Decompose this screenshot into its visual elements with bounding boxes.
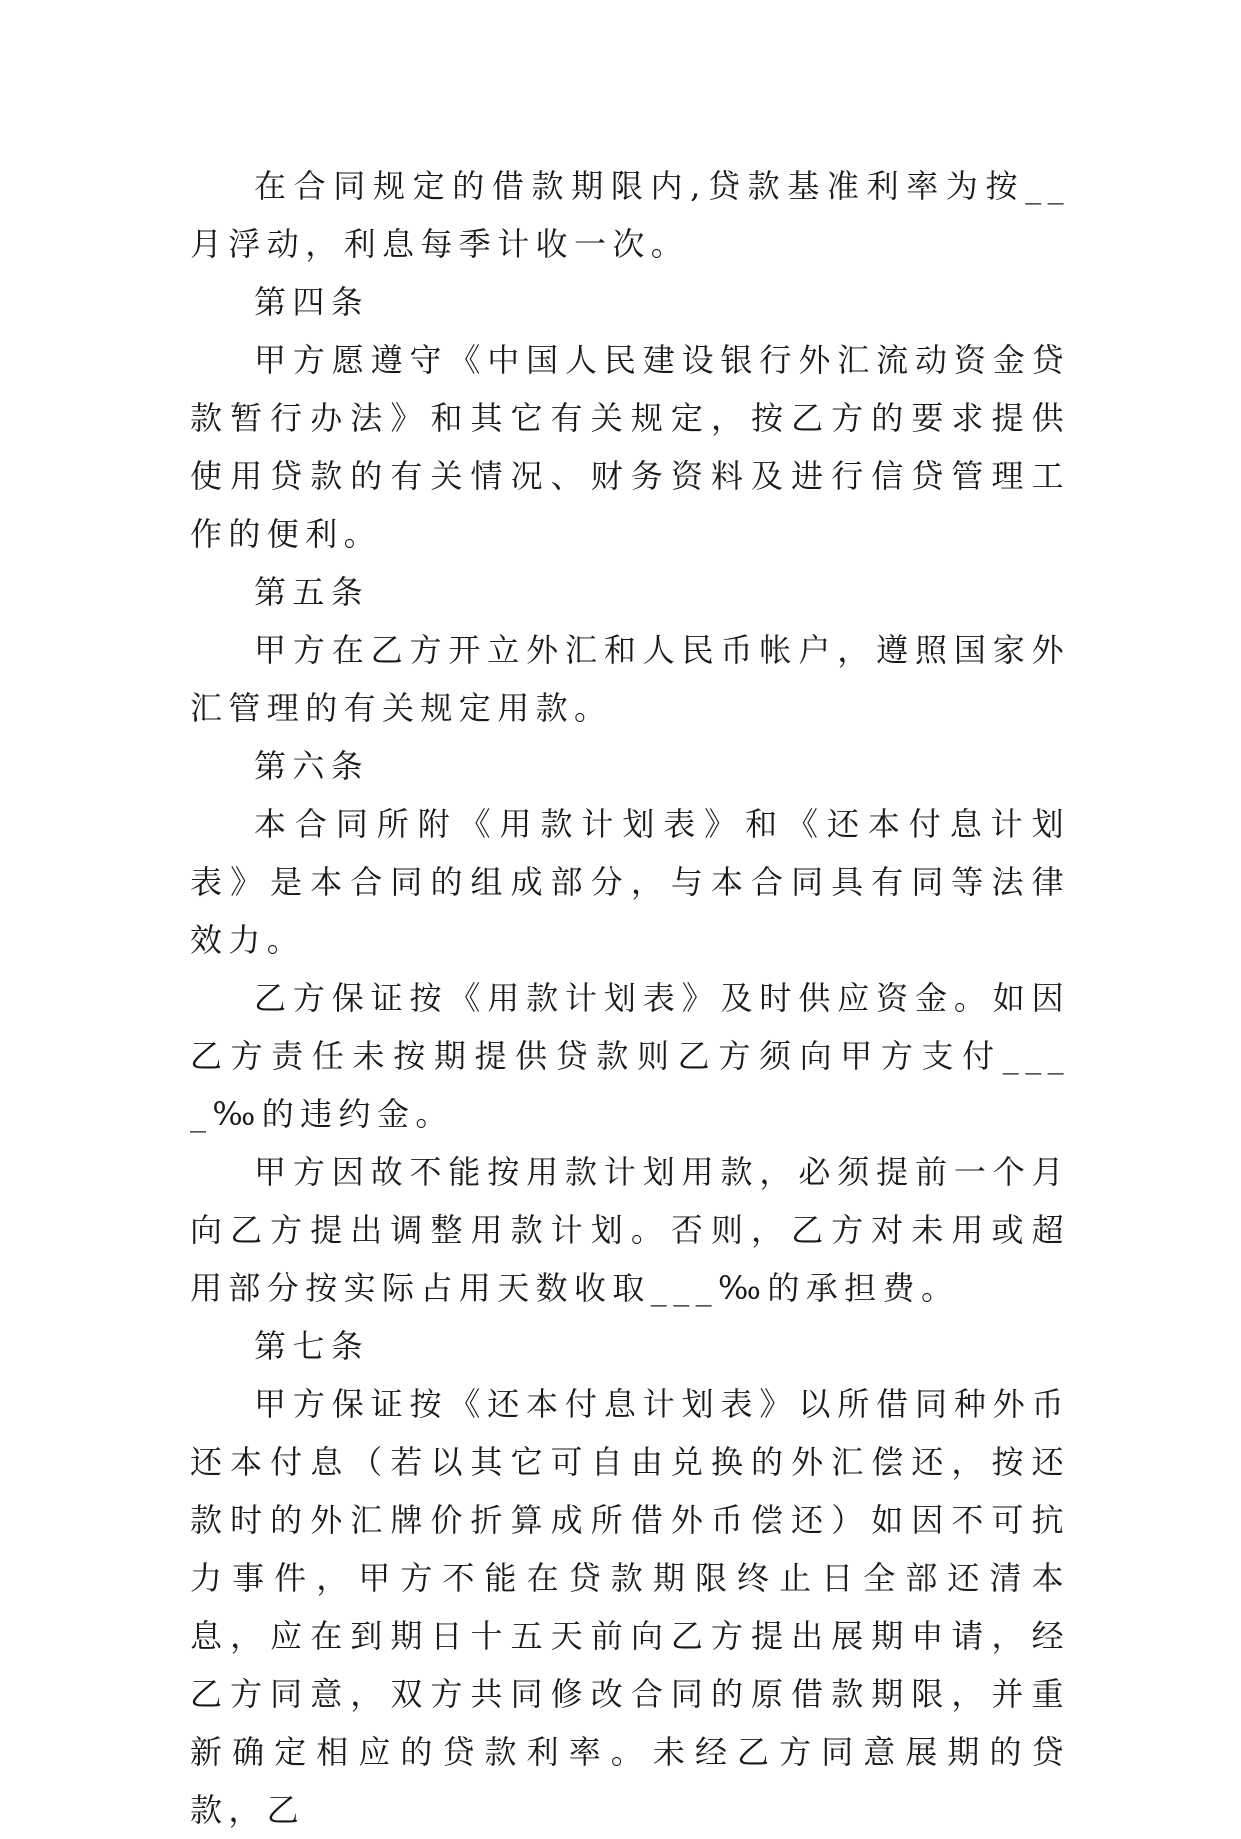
- article-6-paragraph-2: 乙方保证按《用款计划表》及时供应资金。如因乙方责任未按期提供贷款则乙方须向甲方支付____‰的违约金。: [190, 979, 1070, 1133]
- article-6-heading: 第六条: [254, 747, 370, 785]
- article-6-paragraph-3: 甲方因故不能按用款计划用款，必须提前一个月向乙方提出调整用款计划。否则，乙方对未用或超用部分按实际占用天数收取___‰的承担费。: [190, 1153, 1070, 1307]
- article-7-heading: 第七条: [254, 1327, 370, 1365]
- article-5-heading: 第五条: [254, 573, 370, 611]
- article-5-paragraph: 甲方在乙方开立外汇和人民币帐户，遵照国家外汇管理的有关规定用款。: [190, 631, 1070, 727]
- article-4-heading: 第四条: [254, 283, 370, 321]
- document-body: [190, 157, 1070, 1839]
- article-6-paragraph-1: 本合同所附《用款计划表》和《还本付息计划表》是本合同的组成部分，与本合同具有同等法律效力。: [190, 805, 1070, 959]
- article-7-paragraph: 甲方保证按《还本付息计划表》以所借同种外币还本付息（若以其它可自由兑换的外汇偿还，按还款时的外汇牌价折算成所借外币偿还）如因不可抗力事件，甲方不能在贷款期限终止日全部还清本息，应在到期日十五天前向乙方提出展期申请，经乙方同意，双方共同修改合同的原借款期限，并重新确定相应的贷款利率。未经乙方同意展期的贷款，乙: [190, 1385, 1070, 1829]
- article-4-paragraph: 甲方愿遵守《中国人民建设银行外汇流动资金贷款暂行办法》和其它有关规定，按乙方的要求提供使用贷款的有关情况、财务资料及进行信贷管理工作的便利。: [190, 341, 1070, 553]
- interest-rate-paragraph: 在合同规定的借款期限内,贷款基准利率为按__月浮动，利息每季计收一次。: [190, 167, 1070, 263]
